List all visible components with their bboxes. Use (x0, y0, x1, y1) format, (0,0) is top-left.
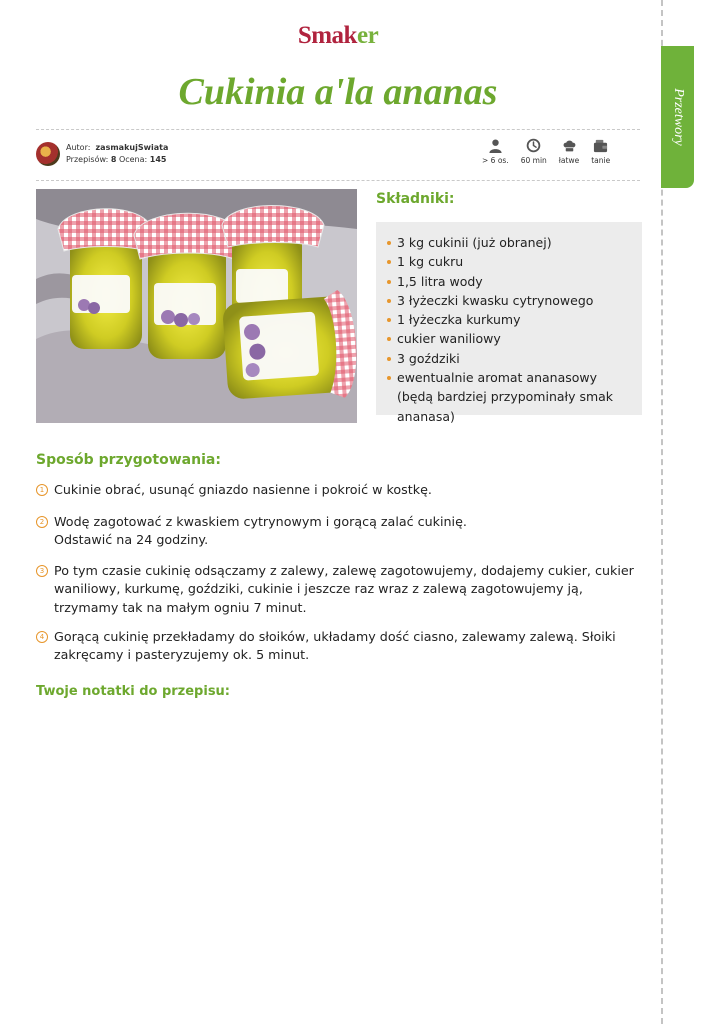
recipes-label: Przepisów: (66, 155, 109, 164)
meta-cost (591, 138, 610, 165)
meta-servings-label: > 6 os. (482, 156, 509, 165)
category-tab[interactable] (661, 46, 694, 188)
recipe-title: Cukinia a'la ananas (178, 71, 498, 113)
smaker-logo (0, 22, 676, 50)
stats-line (66, 154, 168, 166)
rating-value: 145 (149, 155, 167, 164)
person-icon (488, 138, 503, 153)
recipe-meta (482, 138, 622, 165)
ingredient-item: 3 kg cukinii (już obranej) (387, 233, 634, 252)
meta-cost-label: tanie (591, 156, 611, 165)
ingredients-box (376, 222, 642, 424)
step-4 (36, 628, 636, 665)
author-info (36, 142, 168, 166)
author-name[interactable]: zasmakujSwiata (95, 143, 169, 152)
logo-part-2: er (356, 22, 379, 49)
step-number: 2 (36, 516, 48, 528)
jars-photo-illustration (36, 189, 357, 423)
ingredient-item: 3 goździki (387, 349, 634, 368)
step-text: Po tym czasie cukinię odsączamy z zalewy, zalewę zagotowujemy, dodajemy cukier, cukier waniliowy, kurkumę, goździki, cukinie i jeszcze raz wraz z zalewą zagotowujemy ją, trzymamy tak na małym ogniu 7 minut. (54, 563, 634, 615)
step-number: 3 (36, 565, 48, 577)
author-label: Autor: (66, 143, 91, 152)
step-3 (36, 562, 636, 617)
ingredient-item: 3 łyżeczki kwasku cytrynowego (387, 291, 634, 310)
meta-difficulty (559, 138, 579, 165)
rating-label: Ocena: (118, 155, 148, 164)
ingredient-item: ewentualnie aromat ananasowy (będą bardziej przypominały smak ananasa) (387, 368, 634, 426)
step-text: Gorącą cukinię przekładamy do słoików, układamy dość ciasno, zalewamy zalewą. Słoiki zakręcamy i pasteryzujemy ok. 5 minut. (54, 629, 616, 663)
meta-time (521, 138, 547, 165)
step-1 (36, 481, 636, 499)
logo-part-1: Smak (297, 22, 357, 49)
step-2 (36, 513, 636, 550)
ingredients-title: Składniki: (376, 191, 455, 207)
chef-hat-icon (562, 138, 577, 153)
avatar (36, 142, 60, 166)
category-tab-label: Przetwory (670, 88, 686, 146)
step-text: Wodę zagotować z kwaskiem cytrynowym i gorącą zalać cukinię. Odstawić na 24 godziny. (54, 514, 467, 548)
divider-top (36, 129, 640, 130)
ingredient-item: cukier waniliowy (387, 329, 634, 348)
step-number: 4 (36, 631, 48, 643)
ingredient-item: 1 kg cukru (387, 252, 634, 271)
meta-time-label: 60 min (520, 156, 547, 165)
meta-servings (482, 138, 509, 165)
recipes-count: 8 (110, 155, 117, 164)
ingredients-list (387, 233, 634, 426)
wallet-icon (593, 138, 608, 153)
clock-icon (526, 138, 541, 153)
ingredient-item: 1 łyżeczka kurkumy (387, 310, 634, 329)
recipe-photo (36, 189, 357, 423)
meta-difficulty-label: łatwe (558, 156, 580, 165)
divider-meta (36, 180, 640, 181)
notes-title: Twoje notatki do przepisu: (36, 684, 231, 699)
step-number: 1 (36, 484, 48, 496)
preparation-title: Sposób przygotowania: (36, 452, 221, 468)
author-line (66, 142, 168, 154)
ingredient-item: 1,5 litra wody (387, 272, 634, 291)
step-text: Cukinie obrać, usunąć gniazdo nasienne i pokroić w kostkę. (54, 482, 432, 497)
